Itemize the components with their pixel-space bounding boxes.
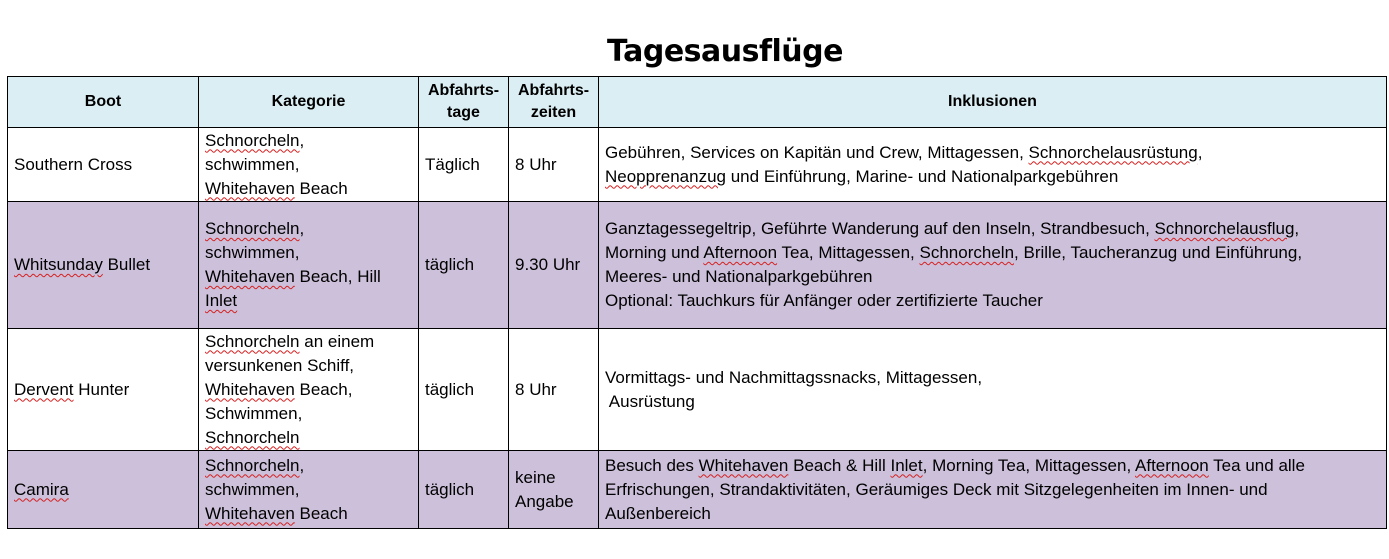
cell-text: Ausrüstung — [608, 391, 695, 411]
cell-zeiten — [509, 202, 599, 329]
cell-text: schwimmen, — [205, 479, 300, 499]
cell-boot — [8, 202, 199, 329]
cell-text: täglich — [425, 479, 475, 499]
cell-text: Gebühren, Services on Kapitän und Crew, Mittagessen, Schnorchelausrüstung, — [605, 142, 1203, 162]
cell-text: Whitehaven Beach — [205, 178, 348, 198]
cell-tage — [419, 329, 509, 451]
cell-text: Southern Cross — [14, 154, 133, 174]
cell-text: Meeres- und Nationalparkgebühren — [605, 267, 873, 286]
cell-text: Schwimmen, — [205, 403, 303, 423]
header-inklusionen: Inklusionen — [599, 77, 1387, 128]
cell-text: 8 Uhr — [515, 379, 557, 399]
cell-text: Morning und Afternoon Tea, Mittagessen, Schnorcheln, Brille, Taucheranzug und Einführung, — [605, 243, 1303, 262]
cell-text: Whitehaven Beach, — [205, 379, 353, 399]
cell-kategorie — [199, 128, 419, 202]
cell-text: Angabe — [515, 491, 574, 511]
cell-inklusionen — [599, 329, 1387, 451]
cell-kategorie — [199, 451, 419, 529]
cell-text: Schnorcheln an einem — [205, 331, 375, 351]
header-abfahrtszeiten-line2: zeiten — [530, 104, 577, 121]
cell-boot — [8, 128, 199, 202]
table-row — [8, 329, 1387, 451]
table-row — [8, 202, 1387, 329]
cell-text: Außenbereich — [605, 503, 711, 523]
cell-text: Schnorcheln — [205, 427, 300, 447]
cell-zeiten — [509, 451, 599, 529]
cell-inklusionen — [599, 128, 1387, 202]
cell-text: 9.30 Uhr — [515, 255, 581, 274]
table-row — [8, 451, 1387, 529]
cell-text: Whitehaven Beach, Hill — [205, 267, 381, 286]
header-abfahrtstage — [419, 77, 509, 128]
cell-text: 8 Uhr — [515, 154, 557, 174]
cell-text: schwimmen, — [205, 154, 300, 174]
cell-tage — [419, 128, 509, 202]
cell-kategorie — [199, 329, 419, 451]
cell-boot — [8, 451, 199, 529]
cell-text: Schnorcheln, — [205, 455, 305, 475]
cell-text: Schnorcheln, — [205, 219, 305, 238]
header-abfahrtszeiten — [509, 77, 599, 128]
cell-text: Schnorcheln, — [205, 130, 305, 150]
cell-text: Erfrischungen, Strandaktivitäten, Geräumiges Deck mit Sitzgelegenheiten im Innen- und — [605, 479, 1268, 499]
cell-text: schwimmen, — [205, 243, 300, 262]
cell-text: keine — [515, 467, 556, 487]
cell-zeiten — [509, 128, 599, 202]
cell-kategorie — [199, 202, 419, 329]
cell-text: Neopprenanzug und Einführung, Marine- und Nationalparkgebühren — [605, 166, 1119, 186]
cell-text: Whitsunday Bullet — [14, 255, 151, 274]
table-row — [8, 128, 1387, 202]
page-title: Tagesausflüge — [607, 34, 843, 69]
cell-text: Ganztagessegeltrip, Geführte Wanderung auf den Inseln, Strandbesuch, Schnorchelausflug, — [605, 219, 1300, 238]
cell-tage — [419, 202, 509, 329]
cell-text: Optional: Tauchkurs für Anfänger oder zertifizierte Taucher — [605, 291, 1043, 310]
header-abfahrtstage-line2: tage — [447, 104, 480, 121]
cell-boot — [8, 329, 199, 451]
header-kategorie: Kategorie — [199, 77, 419, 128]
cell-text: Whitehaven Beach — [205, 503, 348, 523]
cell-text: täglich — [425, 255, 475, 274]
cell-text: versunkenen Schiff, — [205, 355, 355, 375]
cell-text: Besuch des Whitehaven Beach & Hill Inlet, Morning Tea, Mittagessen, Afternoon Tea und alle — [605, 455, 1305, 475]
cell-text: täglich — [425, 379, 475, 399]
header-abfahrtstage-line1: Abfahrts- — [427, 82, 500, 99]
excursions-table — [7, 76, 1387, 529]
cell-text: Dervent Hunter — [14, 379, 130, 399]
header-abfahrtszeiten-line1: Abfahrts- — [517, 82, 590, 99]
cell-tage — [419, 451, 509, 529]
cell-text: Camira — [14, 479, 69, 499]
cell-text: Inlet — [205, 291, 238, 310]
table-header-row — [8, 77, 1387, 128]
cell-text: Täglich — [425, 154, 480, 174]
header-boot: Boot — [8, 77, 199, 128]
cell-text: Vormittags- und Nachmittagssnacks, Mittagessen, — [605, 367, 983, 387]
cell-inklusionen — [599, 202, 1387, 329]
cell-zeiten — [509, 329, 599, 451]
cell-inklusionen — [599, 451, 1387, 529]
